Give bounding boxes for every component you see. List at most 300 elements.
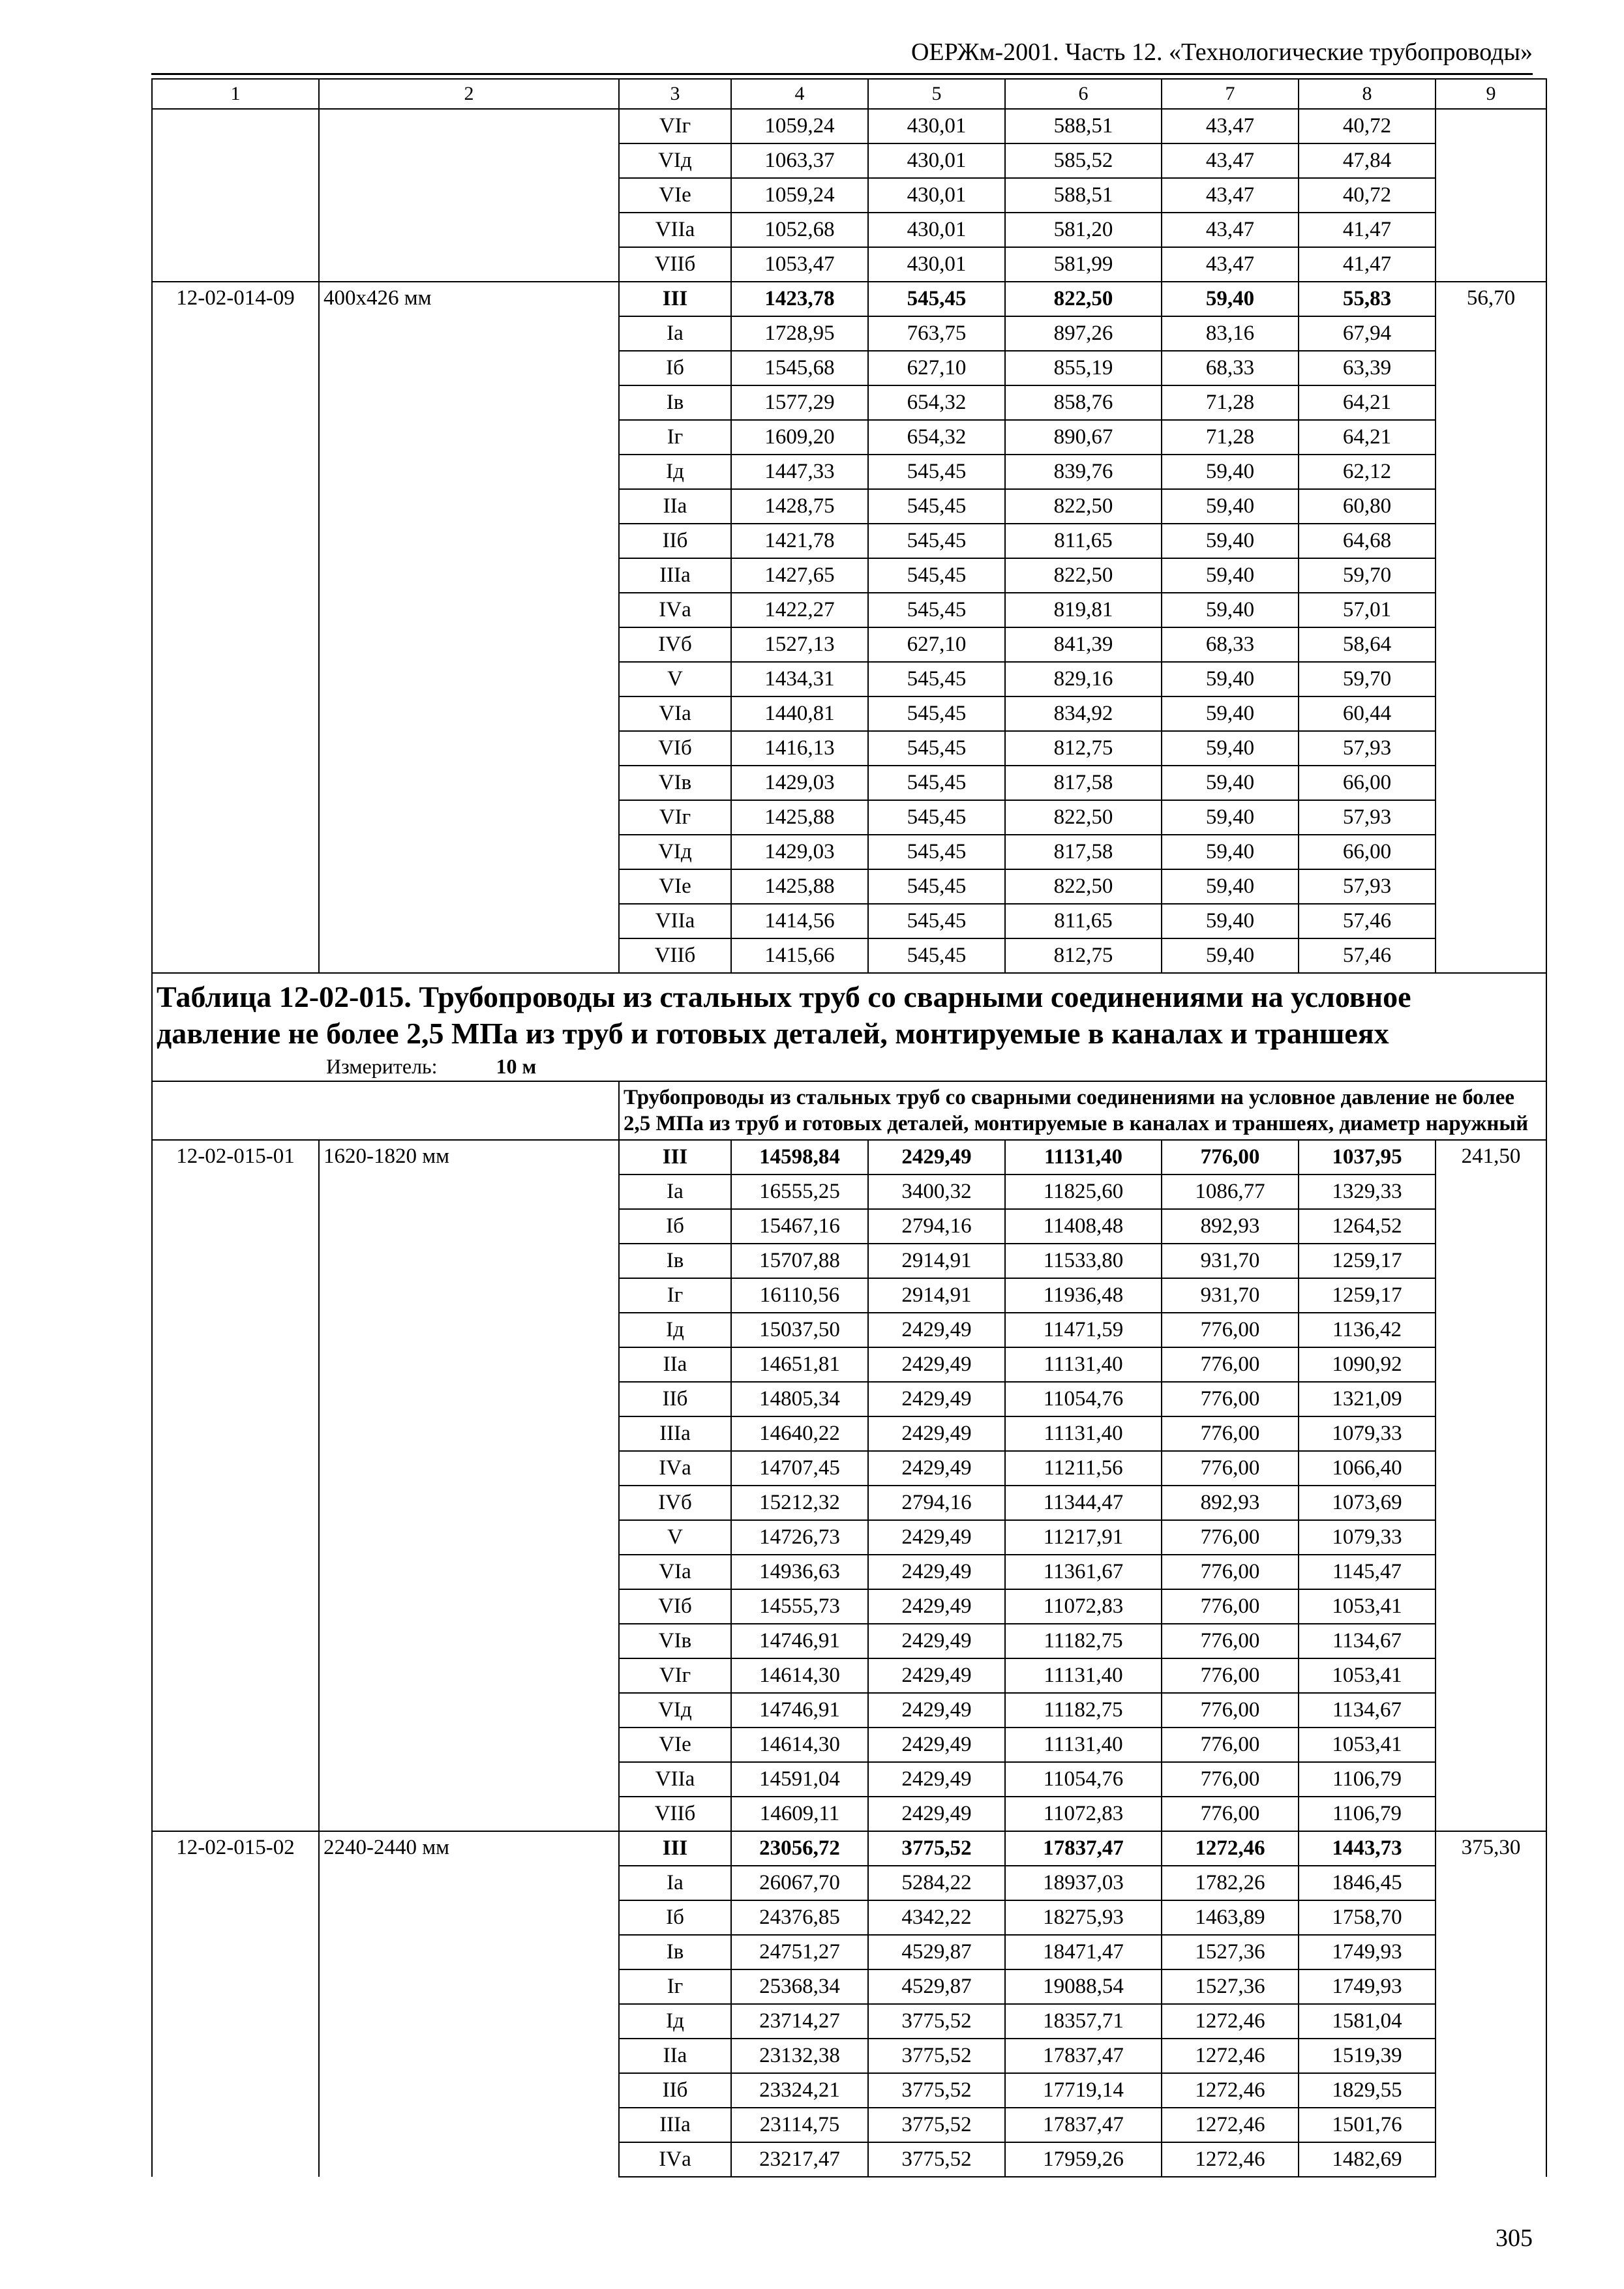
machinist-wages: 1272,46	[1162, 2142, 1299, 2177]
machine-cost: 11182,75	[1005, 1693, 1162, 1728]
machine-cost: 588,51	[1005, 178, 1162, 213]
machine-cost: 588,51	[1005, 109, 1162, 143]
machinist-wages: 43,47	[1162, 178, 1299, 213]
total-cost: 14598,84	[731, 1140, 868, 1174]
machinist-wages: 776,00	[1162, 1797, 1299, 1831]
zone-code: IIа	[619, 489, 731, 524]
machinist-wages: 83,16	[1162, 316, 1299, 351]
zone-code: V	[619, 662, 731, 696]
machine-cost: 829,16	[1005, 662, 1162, 696]
labor-cost: 545,45	[868, 766, 1005, 800]
machinist-wages: 1527,36	[1162, 1935, 1299, 1969]
zone-code: Iб	[619, 1209, 731, 1244]
header-rule	[151, 73, 1533, 75]
materials-cost: 40,72	[1299, 109, 1436, 143]
total-cost: 14707,45	[731, 1451, 868, 1486]
machinist-wages: 68,33	[1162, 627, 1299, 662]
labor-cost: 430,01	[868, 247, 1005, 282]
zone-code: VIд	[619, 1693, 731, 1728]
machinist-wages: 776,00	[1162, 1140, 1299, 1174]
total-cost: 1423,78	[731, 282, 868, 316]
table-row	[152, 1140, 1546, 1174]
total-cost: 1421,78	[731, 524, 868, 558]
total-cost: 1427,65	[731, 558, 868, 593]
machinist-wages: 1527,36	[1162, 1969, 1299, 2004]
total-cost: 1440,81	[731, 696, 868, 731]
machinist-wages: 59,40	[1162, 938, 1299, 973]
machine-cost: 11131,40	[1005, 1416, 1162, 1451]
machine-cost: 11072,83	[1005, 1797, 1162, 1831]
labor-cost: 545,45	[868, 904, 1005, 938]
zone-code: IIа	[619, 1347, 731, 1382]
machine-cost: 812,75	[1005, 938, 1162, 973]
machine-cost: 11054,76	[1005, 1762, 1162, 1797]
machine-cost: 839,76	[1005, 455, 1162, 489]
item-code: 12-02-015-01	[152, 1140, 319, 1831]
total-cost: 14936,63	[731, 1555, 868, 1589]
labor-cost: 545,45	[868, 455, 1005, 489]
total-cost: 1728,95	[731, 316, 868, 351]
subtitle-row	[152, 1081, 1546, 1140]
norm-value: 56,70	[1436, 282, 1546, 973]
total-cost: 1059,24	[731, 109, 868, 143]
machine-cost: 11361,67	[1005, 1555, 1162, 1589]
labor-cost: 545,45	[868, 869, 1005, 904]
materials-cost: 1749,93	[1299, 1935, 1436, 1969]
labor-cost: 2429,49	[868, 1693, 1005, 1728]
labor-cost: 545,45	[868, 731, 1005, 766]
total-cost: 15037,50	[731, 1313, 868, 1347]
zone-code: VIIа	[619, 904, 731, 938]
materials-cost: 1829,55	[1299, 2073, 1436, 2108]
machinist-wages: 43,47	[1162, 143, 1299, 178]
materials-cost: 64,21	[1299, 420, 1436, 455]
zone-code: Iд	[619, 2004, 731, 2039]
total-cost: 16555,25	[731, 1174, 868, 1209]
machinist-wages: 71,28	[1162, 420, 1299, 455]
machinist-wages: 776,00	[1162, 1520, 1299, 1555]
materials-cost: 1053,41	[1299, 1658, 1436, 1693]
zone-code: III	[619, 1831, 731, 1866]
materials-cost: 1073,69	[1299, 1486, 1436, 1520]
materials-cost: 66,00	[1299, 766, 1436, 800]
column-number: 2	[319, 79, 619, 109]
materials-cost: 1758,70	[1299, 1900, 1436, 1935]
zone-code: IIб	[619, 2073, 731, 2108]
norm-value	[1436, 109, 1546, 282]
labor-cost: 2429,49	[868, 1451, 1005, 1486]
total-cost: 14651,81	[731, 1347, 868, 1382]
zone-code: VIб	[619, 731, 731, 766]
machine-cost: 581,99	[1005, 247, 1162, 282]
labor-cost: 2429,49	[868, 1382, 1005, 1416]
machine-cost: 11131,40	[1005, 1658, 1162, 1693]
zone-code: VIв	[619, 766, 731, 800]
column-number: 7	[1162, 79, 1299, 109]
measure-line	[157, 1052, 1542, 1081]
total-cost: 1447,33	[731, 455, 868, 489]
materials-cost: 58,64	[1299, 627, 1436, 662]
labor-cost: 2429,49	[868, 1347, 1005, 1382]
zone-code: III	[619, 282, 731, 316]
zone-code: VIIа	[619, 213, 731, 247]
labor-cost: 4342,22	[868, 1900, 1005, 1935]
total-cost: 23714,27	[731, 2004, 868, 2039]
total-cost: 1428,75	[731, 489, 868, 524]
total-cost: 1052,68	[731, 213, 868, 247]
machinist-wages: 59,40	[1162, 835, 1299, 869]
labor-cost: 2429,49	[868, 1797, 1005, 1831]
zone-code: Iа	[619, 316, 731, 351]
machinist-wages: 59,40	[1162, 489, 1299, 524]
machinist-wages: 776,00	[1162, 1347, 1299, 1382]
materials-cost: 1037,95	[1299, 1140, 1436, 1174]
item-description: 400х426 мм	[319, 282, 619, 973]
column-number: 3	[619, 79, 731, 109]
labor-cost: 3775,52	[868, 2142, 1005, 2177]
zone-code: Iв	[619, 1935, 731, 1969]
total-cost: 14746,91	[731, 1624, 868, 1658]
item-code: 12-02-014-09	[152, 282, 319, 973]
machine-cost: 858,76	[1005, 385, 1162, 420]
machinist-wages: 59,40	[1162, 869, 1299, 904]
zone-code: IIIа	[619, 2108, 731, 2142]
total-cost: 23114,75	[731, 2108, 868, 2142]
machinist-wages: 776,00	[1162, 1589, 1299, 1624]
machine-cost: 11533,80	[1005, 1244, 1162, 1278]
machine-cost: 11054,76	[1005, 1382, 1162, 1416]
zone-code: V	[619, 1520, 731, 1555]
materials-cost: 41,47	[1299, 213, 1436, 247]
column-number: 4	[731, 79, 868, 109]
page-number: 305	[1496, 2224, 1533, 2252]
machine-cost: 11825,60	[1005, 1174, 1162, 1209]
labor-cost: 3775,52	[868, 2004, 1005, 2039]
subtitle: Трубопроводы из стальных труб со сварными соединениями на условное давление не более 2,5 МПа из труб и готовых деталей, монтируемые в каналах и траншеях, диаметр наружный	[619, 1081, 1546, 1140]
column-numbers-row	[152, 79, 1546, 109]
machine-cost: 11131,40	[1005, 1140, 1162, 1174]
total-cost: 14640,22	[731, 1416, 868, 1451]
machinist-wages: 59,40	[1162, 282, 1299, 316]
materials-cost: 1106,79	[1299, 1797, 1436, 1831]
labor-cost: 627,10	[868, 351, 1005, 385]
column-number: 5	[868, 79, 1005, 109]
total-cost: 1527,13	[731, 627, 868, 662]
machine-cost: 18275,93	[1005, 1900, 1162, 1935]
labor-cost: 430,01	[868, 178, 1005, 213]
total-cost: 16110,56	[731, 1278, 868, 1313]
materials-cost: 1079,33	[1299, 1520, 1436, 1555]
machinist-wages: 776,00	[1162, 1382, 1299, 1416]
labor-cost: 545,45	[868, 696, 1005, 731]
zone-code: Iв	[619, 385, 731, 420]
column-number: 9	[1436, 79, 1546, 109]
materials-cost: 57,01	[1299, 593, 1436, 627]
total-cost: 26067,70	[731, 1866, 868, 1900]
labor-cost: 3400,32	[868, 1174, 1005, 1209]
norm-value: 375,30	[1436, 1831, 1546, 2177]
machine-cost: 17837,47	[1005, 1831, 1162, 1866]
zone-code: Iд	[619, 455, 731, 489]
machine-cost: 17837,47	[1005, 2039, 1162, 2073]
labor-cost: 430,01	[868, 213, 1005, 247]
materials-cost: 63,39	[1299, 351, 1436, 385]
item-description	[319, 109, 619, 282]
machinist-wages: 776,00	[1162, 1555, 1299, 1589]
materials-cost: 57,46	[1299, 938, 1436, 973]
machine-cost: 834,92	[1005, 696, 1162, 731]
labor-cost: 545,45	[868, 558, 1005, 593]
machine-cost: 11471,59	[1005, 1313, 1162, 1347]
machinist-wages: 776,00	[1162, 1658, 1299, 1693]
machinist-wages: 776,00	[1162, 1624, 1299, 1658]
materials-cost: 1259,17	[1299, 1244, 1436, 1278]
zone-code: IVб	[619, 1486, 731, 1520]
labor-cost: 545,45	[868, 938, 1005, 973]
materials-cost: 1749,93	[1299, 1969, 1436, 2004]
total-cost: 23217,47	[731, 2142, 868, 2177]
labor-cost: 4529,87	[868, 1969, 1005, 2004]
labor-cost: 2429,49	[868, 1555, 1005, 1589]
zone-code: IVб	[619, 627, 731, 662]
rates-table	[151, 78, 1547, 2177]
machinist-wages: 59,40	[1162, 524, 1299, 558]
machinist-wages: 776,00	[1162, 1416, 1299, 1451]
zone-code: Iд	[619, 1313, 731, 1347]
total-cost: 14746,91	[731, 1693, 868, 1728]
table-row	[152, 109, 1546, 143]
zone-code: Iа	[619, 1174, 731, 1209]
labor-cost: 2914,91	[868, 1244, 1005, 1278]
materials-cost: 40,72	[1299, 178, 1436, 213]
labor-cost: 627,10	[868, 627, 1005, 662]
materials-cost: 1053,41	[1299, 1728, 1436, 1762]
materials-cost: 66,00	[1299, 835, 1436, 869]
machinist-wages: 776,00	[1162, 1313, 1299, 1347]
total-cost: 1416,13	[731, 731, 868, 766]
machinist-wages: 776,00	[1162, 1728, 1299, 1762]
labor-cost: 3775,52	[868, 2039, 1005, 2073]
zone-code: IVа	[619, 1451, 731, 1486]
zone-code: Iг	[619, 1278, 731, 1313]
measure-value: 10 м	[496, 1055, 537, 1078]
labor-cost: 763,75	[868, 316, 1005, 351]
machine-cost: 17837,47	[1005, 2108, 1162, 2142]
machine-cost: 11182,75	[1005, 1624, 1162, 1658]
total-cost: 1053,47	[731, 247, 868, 282]
labor-cost: 545,45	[868, 282, 1005, 316]
labor-cost: 2429,49	[868, 1313, 1005, 1347]
labor-cost: 3775,52	[868, 2073, 1005, 2108]
total-cost: 1063,37	[731, 143, 868, 178]
labor-cost: 3775,52	[868, 1831, 1005, 1866]
zone-code: IIIа	[619, 1416, 731, 1451]
total-cost: 1425,88	[731, 800, 868, 835]
total-cost: 14726,73	[731, 1520, 868, 1555]
machinist-wages: 71,28	[1162, 385, 1299, 420]
machine-cost: 817,58	[1005, 835, 1162, 869]
total-cost: 1422,27	[731, 593, 868, 627]
machinist-wages: 931,70	[1162, 1278, 1299, 1313]
labor-cost: 654,32	[868, 385, 1005, 420]
machinist-wages: 1272,46	[1162, 2039, 1299, 2073]
table-title-cell	[152, 973, 1546, 1081]
machinist-wages: 59,40	[1162, 662, 1299, 696]
machine-cost: 18471,47	[1005, 1935, 1162, 1969]
materials-cost: 1134,67	[1299, 1624, 1436, 1658]
materials-cost: 1329,33	[1299, 1174, 1436, 1209]
machinist-wages: 59,40	[1162, 455, 1299, 489]
zone-code: VIг	[619, 1658, 731, 1693]
zone-code: VIг	[619, 800, 731, 835]
materials-cost: 57,93	[1299, 800, 1436, 835]
labor-cost: 2794,16	[868, 1486, 1005, 1520]
materials-cost: 59,70	[1299, 558, 1436, 593]
measure-label: Измеритель:	[326, 1055, 438, 1078]
zone-code: VIв	[619, 1624, 731, 1658]
machine-cost: 855,19	[1005, 351, 1162, 385]
materials-cost: 1581,04	[1299, 2004, 1436, 2039]
materials-cost: 1264,52	[1299, 1209, 1436, 1244]
labor-cost: 4529,87	[868, 1935, 1005, 1969]
total-cost: 14614,30	[731, 1658, 868, 1693]
machinist-wages: 1086,77	[1162, 1174, 1299, 1209]
labor-cost: 430,01	[868, 109, 1005, 143]
zone-code: IIб	[619, 1382, 731, 1416]
machine-cost: 11344,47	[1005, 1486, 1162, 1520]
total-cost: 1609,20	[731, 420, 868, 455]
total-cost: 1545,68	[731, 351, 868, 385]
total-cost: 1577,29	[731, 385, 868, 420]
materials-cost: 67,94	[1299, 316, 1436, 351]
machine-cost: 18937,03	[1005, 1866, 1162, 1900]
machine-cost: 11131,40	[1005, 1728, 1162, 1762]
zone-code: VIг	[619, 109, 731, 143]
zone-code: IVа	[619, 2142, 731, 2177]
materials-cost: 1145,47	[1299, 1555, 1436, 1589]
machinist-wages: 1272,46	[1162, 1831, 1299, 1866]
machine-cost: 822,50	[1005, 800, 1162, 835]
materials-cost: 41,47	[1299, 247, 1436, 282]
materials-cost: 57,93	[1299, 869, 1436, 904]
materials-cost: 64,68	[1299, 524, 1436, 558]
machine-cost: 585,52	[1005, 143, 1162, 178]
zone-code: Iв	[619, 1244, 731, 1278]
zone-code: IIа	[619, 2039, 731, 2073]
machinist-wages: 59,40	[1162, 731, 1299, 766]
machinist-wages: 59,40	[1162, 593, 1299, 627]
total-cost: 15467,16	[731, 1209, 868, 1244]
machine-cost: 822,50	[1005, 869, 1162, 904]
materials-cost: 57,93	[1299, 731, 1436, 766]
total-cost: 1425,88	[731, 869, 868, 904]
total-cost: 14591,04	[731, 1762, 868, 1797]
zone-code: III	[619, 1140, 731, 1174]
machine-cost: 890,67	[1005, 420, 1162, 455]
total-cost: 24751,27	[731, 1935, 868, 1969]
labor-cost: 2429,49	[868, 1728, 1005, 1762]
materials-cost: 1321,09	[1299, 1382, 1436, 1416]
machine-cost: 11936,48	[1005, 1278, 1162, 1313]
materials-cost: 1443,73	[1299, 1831, 1436, 1866]
labor-cost: 545,45	[868, 662, 1005, 696]
total-cost: 15212,32	[731, 1486, 868, 1520]
machine-cost: 822,50	[1005, 282, 1162, 316]
machinist-wages: 59,40	[1162, 766, 1299, 800]
total-cost: 24376,85	[731, 1900, 868, 1935]
total-cost: 23056,72	[731, 1831, 868, 1866]
machinist-wages: 43,47	[1162, 213, 1299, 247]
total-cost: 25368,34	[731, 1969, 868, 2004]
materials-cost: 1519,39	[1299, 2039, 1436, 2073]
materials-cost: 1259,17	[1299, 1278, 1436, 1313]
machinist-wages: 68,33	[1162, 351, 1299, 385]
labor-cost: 2429,49	[868, 1589, 1005, 1624]
machinist-wages: 1272,46	[1162, 2073, 1299, 2108]
total-cost: 14805,34	[731, 1382, 868, 1416]
zone-code: IIб	[619, 524, 731, 558]
column-number: 8	[1299, 79, 1436, 109]
machine-cost: 817,58	[1005, 766, 1162, 800]
materials-cost: 59,70	[1299, 662, 1436, 696]
materials-cost: 60,80	[1299, 489, 1436, 524]
materials-cost: 1134,67	[1299, 1693, 1436, 1728]
materials-cost: 1106,79	[1299, 1762, 1436, 1797]
labor-cost: 2429,49	[868, 1762, 1005, 1797]
zone-code: Iг	[619, 420, 731, 455]
total-cost: 1415,66	[731, 938, 868, 973]
labor-cost: 2794,16	[868, 1209, 1005, 1244]
table-body	[152, 79, 1546, 2177]
total-cost: 1059,24	[731, 178, 868, 213]
materials-cost: 1053,41	[1299, 1589, 1436, 1624]
labor-cost: 430,01	[868, 143, 1005, 178]
machinist-wages: 776,00	[1162, 1762, 1299, 1797]
labor-cost: 545,45	[868, 524, 1005, 558]
zone-code: Iа	[619, 1866, 731, 1900]
table-title: Таблица 12-02-015. Трубопроводы из стальных труб со сварными соединениями на условное давление не более 2,5 МПа из труб и готовых деталей, монтируемые в каналах и траншеях	[157, 980, 1411, 1050]
labor-cost: 545,45	[868, 593, 1005, 627]
item-description: 2240-2440 мм	[319, 1831, 619, 2177]
zone-code: IIIа	[619, 558, 731, 593]
labor-cost: 654,32	[868, 420, 1005, 455]
labor-cost: 2429,49	[868, 1416, 1005, 1451]
total-cost: 23132,38	[731, 2039, 868, 2073]
total-cost: 15707,88	[731, 1244, 868, 1278]
machinist-wages: 59,40	[1162, 558, 1299, 593]
machinist-wages: 43,47	[1162, 109, 1299, 143]
zone-code: VIд	[619, 835, 731, 869]
labor-cost: 5284,22	[868, 1866, 1005, 1900]
machinist-wages: 59,40	[1162, 696, 1299, 731]
materials-cost: 1066,40	[1299, 1451, 1436, 1486]
zone-code: Iб	[619, 351, 731, 385]
machine-cost: 11217,91	[1005, 1520, 1162, 1555]
labor-cost: 2914,91	[868, 1278, 1005, 1313]
total-cost: 1414,56	[731, 904, 868, 938]
labor-cost: 545,45	[868, 835, 1005, 869]
machine-cost: 11211,56	[1005, 1451, 1162, 1486]
machinist-wages: 1782,26	[1162, 1866, 1299, 1900]
subtitle-spacer	[152, 1081, 619, 1140]
zone-code: VIе	[619, 178, 731, 213]
machinist-wages: 776,00	[1162, 1451, 1299, 1486]
machinist-wages: 892,93	[1162, 1209, 1299, 1244]
zone-code: VIIа	[619, 1762, 731, 1797]
materials-cost: 47,84	[1299, 143, 1436, 178]
machine-cost: 11408,48	[1005, 1209, 1162, 1244]
materials-cost: 1482,69	[1299, 2142, 1436, 2177]
